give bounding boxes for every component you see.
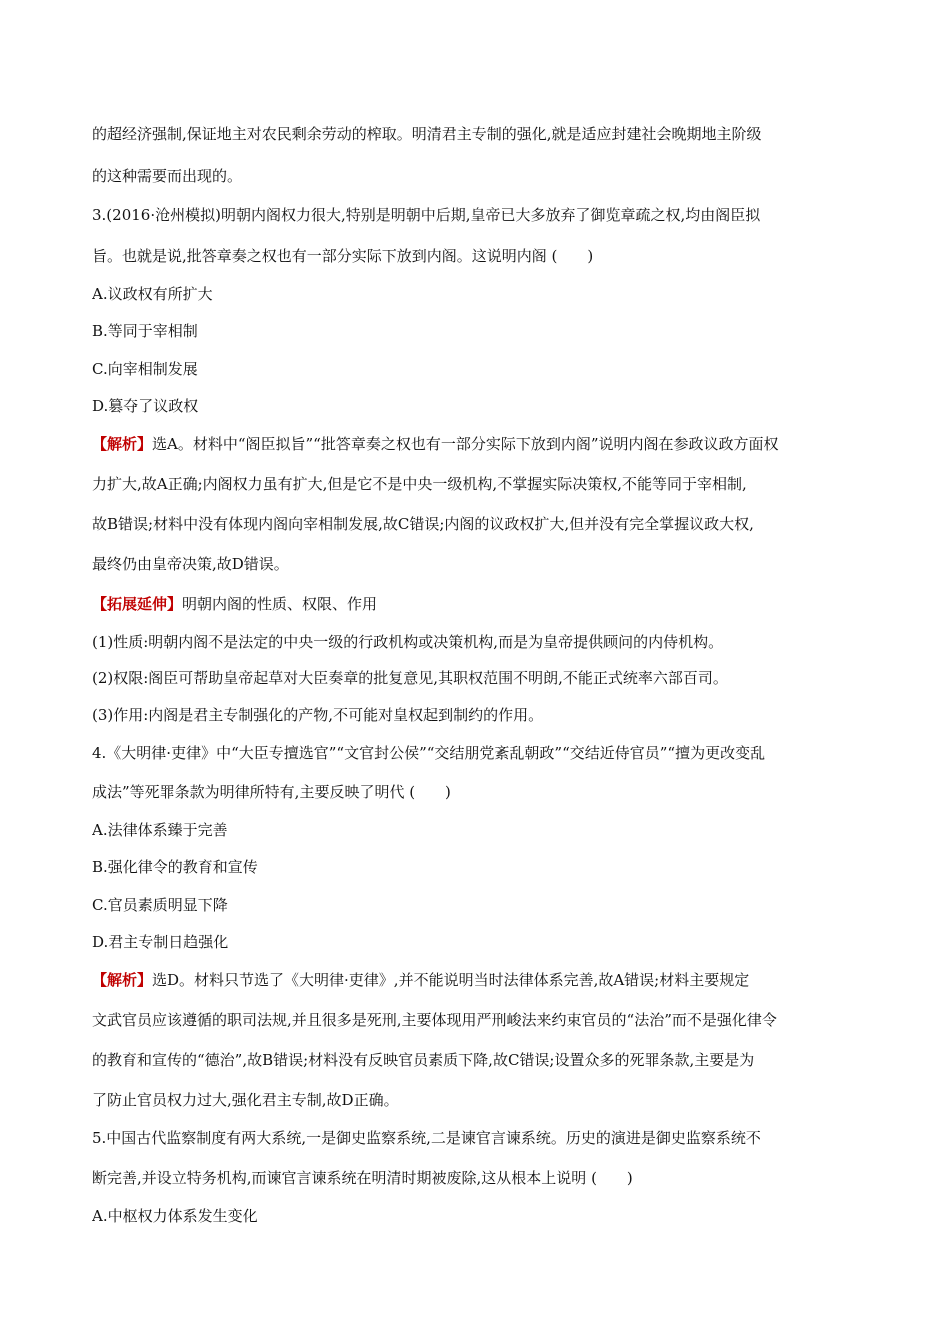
extension-item-1: (1)性质:明朝内阁不是法定的中央一级的行政机构或决策机构,而是为皇帝提供顾问的内侍机构。 <box>92 633 724 651</box>
question-5-stem-line: 5.中国古代监察制度有两大系统,一是御史监察系统,二是谏官言谏系统。历史的演进是御史监察系统不 <box>92 1129 761 1147</box>
question-3-stem-line: 旨。也就是说,批答章奏之权也有一部分实际下放到内阁。这说明内阁 ( ) <box>92 247 594 265</box>
question-3-analysis-line: 故B错误;材料中没有体现内阁向宰相制发展,故C错误;内阁的议政权扩大,但并没有完全掌握议政大权, <box>92 515 754 533</box>
body-text-line: 的这种需要而出现的。 <box>92 167 243 185</box>
question-4-analysis-line: 文武官员应该遵循的职司法规,并且很多是死刑,主要体现用严刑峻法来约束官员的“法治”而不是强化律令 <box>92 1011 777 1029</box>
question-4-option-c: C.官员素质明显下降 <box>92 896 228 914</box>
question-3-analysis-line <box>92 434 872 454</box>
question-3-option-c: C.向宰相制发展 <box>92 360 198 378</box>
question-4-analysis-line: 了防止官员权力过大,强化君主专制,故D正确。 <box>92 1091 399 1109</box>
extension-heading <box>92 594 872 614</box>
question-4-option-d: D.君主专制日趋强化 <box>92 933 229 951</box>
extension-title: 明朝内阁的性质、权限、作用 <box>182 595 378 613</box>
question-3-option-a: A.议政权有所扩大 <box>92 285 213 303</box>
question-4-stem-line: 4.《大明律·吏律》中“大臣专擅选官”“文官封公侯”“交结朋党紊乱朝政”“交结近侍官员”“擅为更改变乱 <box>92 744 766 762</box>
question-3-option-b: B.等同于宰相制 <box>92 322 198 340</box>
question-4-option-b: B.强化律令的教育和宣传 <box>92 858 258 876</box>
question-3-option-d: D.篡夺了议政权 <box>92 397 199 415</box>
extension-item-2: (2)权限:阁臣可帮助皇帝起草对大臣奏章的批复意见,其职权范围不明朗,不能正式统率六部百司。 <box>92 669 728 687</box>
body-text-line: 的超经济强制,保证地主对农民剩余劳动的榨取。明清君主专制的强化,就是适应封建社会晚期地主阶级 <box>92 125 762 143</box>
analysis-tag: 【解析】 <box>92 971 153 989</box>
question-4-analysis-line <box>92 970 872 990</box>
question-3-analysis-line: 最终仍由皇帝决策,故D错误。 <box>92 555 289 573</box>
question-3-analysis-line: 力扩大,故A正确;内阁权力虽有扩大,但是它不是中央一级机构,不掌握实际决策权,不能等同于宰相制, <box>92 475 747 493</box>
analysis-tag: 【解析】 <box>92 435 153 453</box>
question-4-analysis-line: 的教育和宣传的“德治”,故B错误;材料没有反映官员素质下降,故C错误;设置众多的死罪条款,主要是为 <box>92 1051 755 1069</box>
analysis-text: 选A。材料中“阁臣拟旨”“批答章奏之权也有一部分实际下放到内阁”说明内阁在参政议政方面权 <box>152 435 779 453</box>
question-4-option-a: A.法律体系臻于完善 <box>92 821 228 839</box>
question-3-stem-line: 3.(2016·沧州模拟)明朝内阁权力很大,特别是明朝中后期,皇帝已大多放弃了御览章疏之权,均由阁臣拟 <box>92 206 761 224</box>
question-5-option-a: A.中枢权力体系发生变化 <box>92 1207 258 1225</box>
analysis-text: 选D。材料只节选了《大明律·吏律》,并不能说明当时法律体系完善,故A错误;材料主要规定 <box>152 971 750 989</box>
extension-item-3: (3)作用:内阁是君主专制强化的产物,不可能对皇权起到制约的作用。 <box>92 706 544 724</box>
question-5-stem-line: 断完善,并设立特务机构,而谏官言谏系统在明清时期被废除,这从根本上说明 ( ) <box>92 1169 633 1187</box>
extension-tag: 【拓展延伸】 <box>92 595 183 613</box>
question-4-stem-line: 成法”等死罪条款为明律所特有,主要反映了明代 ( ) <box>92 783 451 801</box>
